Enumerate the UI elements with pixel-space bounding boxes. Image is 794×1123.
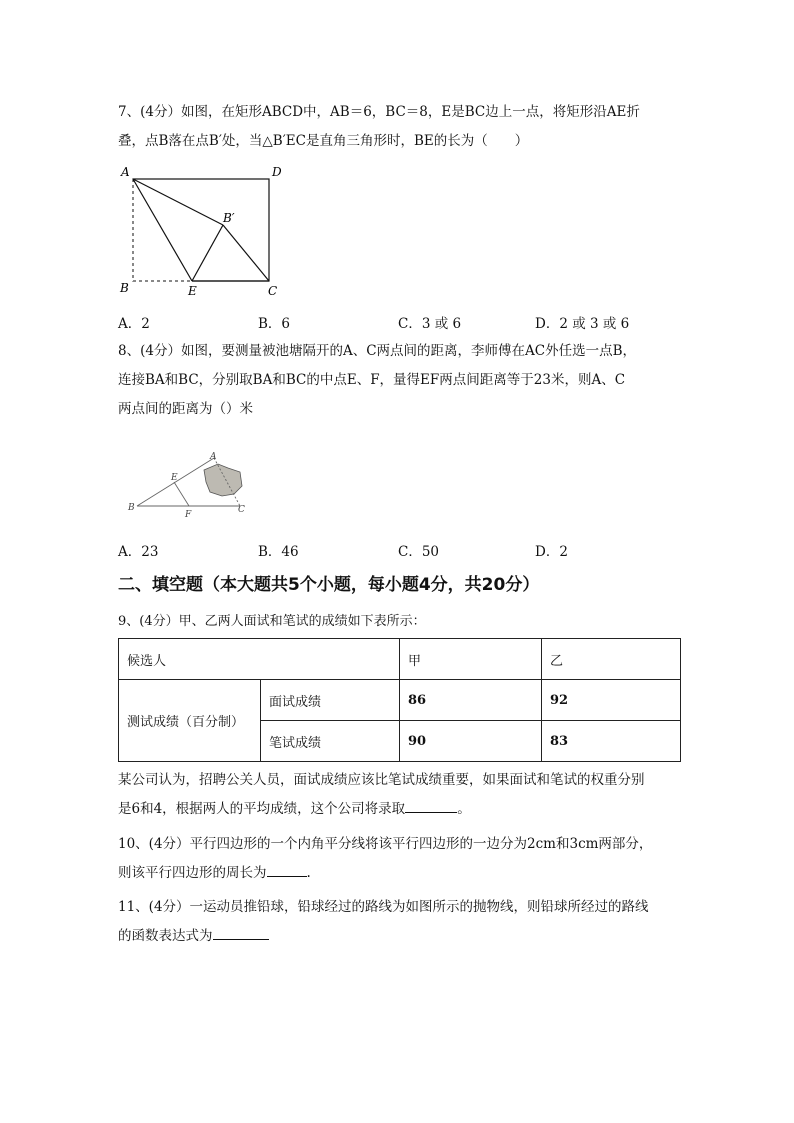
interview-label: 面试成绩 bbox=[261, 680, 400, 721]
question-8-line1: 8、(4分）如图，要测量被池塘隔开的A、C两点间的距离，李师傅在AC外任选一点B， bbox=[118, 343, 637, 359]
score-table bbox=[118, 638, 681, 762]
rectangle-fold-figure bbox=[112, 160, 292, 305]
header-yi: 乙 bbox=[542, 639, 681, 680]
question-8-line3: 两点间的距离为（）米 bbox=[118, 401, 253, 417]
question-9-line2-end: 。 bbox=[457, 801, 471, 817]
option-d[interactable]: D．2 bbox=[535, 544, 568, 560]
label-e: E bbox=[171, 473, 178, 483]
label-c: C bbox=[268, 284, 278, 298]
option-d[interactable]: D．2 或 3 或 6 bbox=[535, 316, 630, 332]
written-label: 笔试成绩 bbox=[261, 721, 400, 762]
segment-ef bbox=[174, 482, 189, 506]
option-b[interactable]: B．6 bbox=[258, 316, 291, 332]
option-c[interactable]: C．3 或 6 bbox=[398, 316, 462, 332]
question-9-line2-text: 是6和4，根据两人的平均成绩，这个公司将录取 bbox=[118, 801, 406, 817]
question-7-line2: 叠，点B落在点B′处，当△B′EC是直角三角形时，BE的长为（ ） bbox=[118, 133, 529, 149]
question-10-line1: 10、(4分）平行四边形的一个内角平分线将该平行四边形的一边分为2cm和3cm两部分， bbox=[118, 836, 653, 852]
label-f: F bbox=[185, 510, 192, 520]
question-7-options bbox=[118, 312, 678, 332]
score-label: 测试成绩（百分制） bbox=[119, 680, 261, 762]
header-jia: 甲 bbox=[400, 639, 542, 680]
yi-written-score: 83 bbox=[542, 721, 681, 762]
label-a: A bbox=[121, 165, 130, 179]
option-b[interactable]: B．46 bbox=[258, 544, 299, 560]
question-7 bbox=[118, 98, 683, 156]
question-10-line2-text: 则该平行四边形的周长为 bbox=[118, 865, 267, 881]
jia-interview-score: 86 bbox=[400, 680, 542, 721]
question-9-body bbox=[118, 766, 683, 824]
question-7-line1: 7、(4分）如图，在矩形ABCD中，AB＝6，BC＝8，E是BC边上一点，将矩形沿AE折 bbox=[118, 104, 640, 120]
option-c[interactable]: C．50 bbox=[398, 544, 440, 560]
table-row bbox=[119, 680, 681, 721]
question-11-line2 bbox=[118, 922, 683, 951]
pond-distance-figure bbox=[122, 448, 257, 523]
question-10-line2 bbox=[118, 859, 683, 888]
question-11-line2-text: 的函数表达式为 bbox=[118, 928, 213, 944]
option-a[interactable]: A．2 bbox=[118, 316, 150, 332]
segment-eb-prime bbox=[192, 225, 223, 281]
answer-blank[interactable] bbox=[405, 798, 457, 813]
question-8 bbox=[118, 337, 683, 424]
question-9-intro: 9、(4分）甲、乙两人面试和笔试的成绩如下表所示： bbox=[118, 614, 426, 629]
question-9-line1: 某公司认为，招聘公关人员，面试成绩应该比笔试成绩重要，如果面试和笔试的权重分别 bbox=[118, 772, 645, 788]
question-11-line1: 11、(4分）一运动员推铅球，铅球经过的路线为如图所示的抛物线，则铅球所经过的路线 bbox=[118, 899, 649, 915]
option-a[interactable]: A．23 bbox=[118, 544, 159, 560]
label-b-prime: B′ bbox=[223, 211, 235, 225]
question-10-line2-end: . bbox=[306, 865, 311, 881]
answer-blank[interactable] bbox=[213, 925, 269, 940]
label-b: B bbox=[120, 281, 129, 295]
question-11 bbox=[118, 893, 683, 951]
header-candidate: 候选人 bbox=[119, 639, 400, 680]
segment-b-prime-c bbox=[223, 225, 269, 281]
question-8-line2: 连接BA和BC，分别取BA和BC的中点E、F，量得EF两点间距离等于23米，则A、C bbox=[118, 372, 626, 388]
question-9-line2 bbox=[118, 795, 683, 824]
label-b: B bbox=[128, 503, 135, 513]
pond-shape bbox=[204, 464, 242, 496]
label-d: D bbox=[272, 165, 282, 179]
label-e: E bbox=[188, 284, 197, 298]
label-c: C bbox=[238, 505, 245, 515]
question-8-options bbox=[118, 540, 678, 560]
label-a: A bbox=[210, 452, 217, 462]
yi-interview-score: 92 bbox=[542, 680, 681, 721]
section-title: 二、填空题（本大题共5个小题，每小题4分，共20分） bbox=[118, 575, 540, 595]
jia-written-score: 90 bbox=[400, 721, 542, 762]
table-row bbox=[119, 639, 681, 680]
question-10 bbox=[118, 830, 683, 888]
answer-blank[interactable] bbox=[267, 862, 307, 877]
